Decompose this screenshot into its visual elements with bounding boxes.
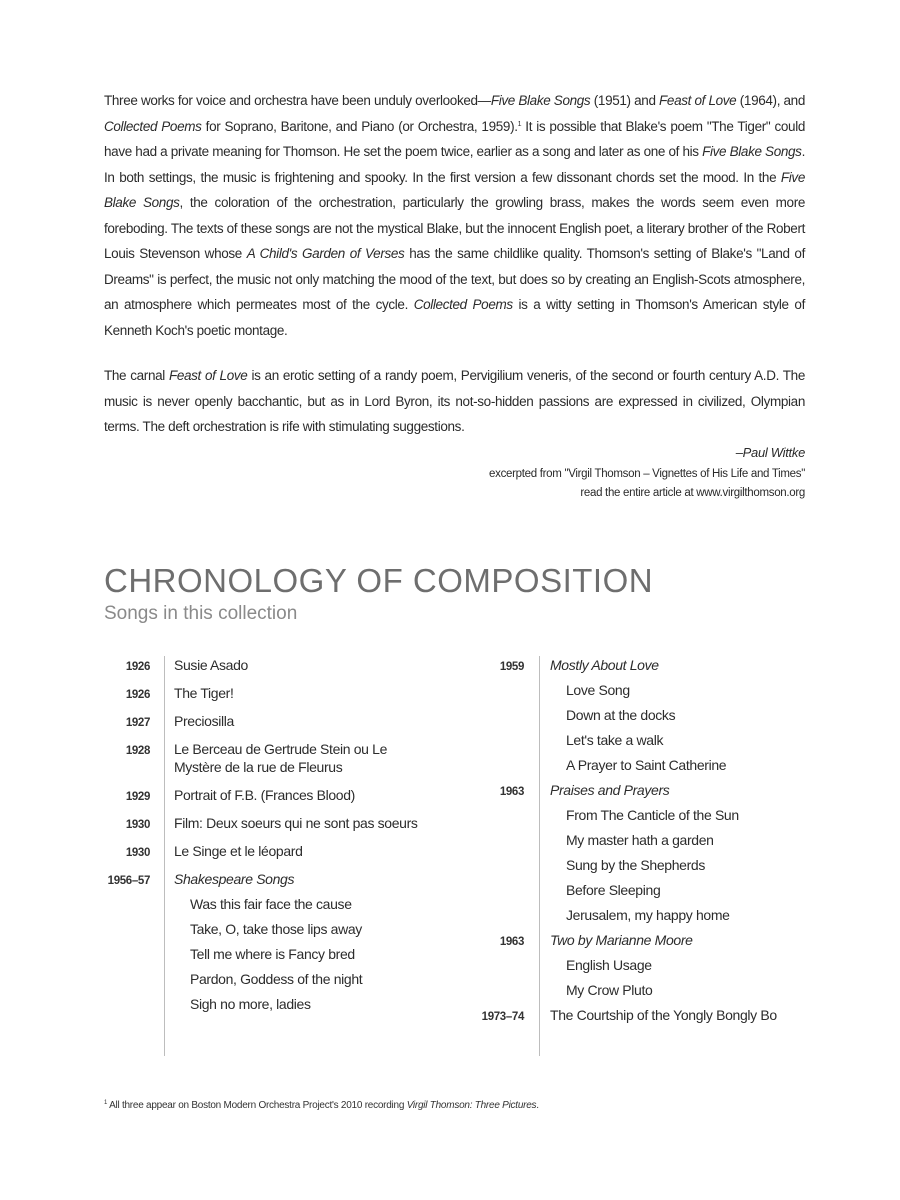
entry-title: Pardon, Goddess of the night (190, 971, 363, 987)
footnote-recording-title: Virgil Thomson: Three Pictures (406, 1100, 537, 1111)
entry-title: Love Song (566, 682, 630, 698)
source-line: excerpted from "Virgil Thomson – Vignettes of His Life and Times" (489, 467, 805, 480)
chronology-entry (96, 945, 355, 963)
entry-year (470, 806, 524, 808)
chronology-entry (96, 656, 248, 676)
chronology-entry (470, 781, 669, 801)
chronology-entry (470, 906, 730, 924)
chronology-entry (96, 786, 355, 806)
chronology-entry (470, 1006, 777, 1026)
entry-year (470, 981, 524, 983)
entry-year: 1956–57 (107, 875, 150, 887)
chronology-entry (96, 740, 387, 776)
italic-title: Five Blake Songs (490, 93, 591, 108)
entry-title: Preciosilla (174, 713, 234, 729)
entry-year (96, 945, 150, 947)
chronology-entry (470, 856, 705, 874)
footnote (104, 1100, 539, 1111)
text-run: It is possible that Blake's poem "The Tiger" could have had a private meaning for Thomson. He set the poem twice, earlier as a song and later as one of his (104, 118, 805, 159)
entry-year (470, 681, 524, 683)
chronology-entry (96, 920, 362, 938)
entry-title: My master hath a garden (566, 832, 714, 848)
chronology-entry (470, 956, 652, 974)
entry-title: A Prayer to Saint Catherine (566, 757, 727, 773)
chronology-entry (96, 870, 294, 890)
entry-year: 1929 (125, 791, 150, 803)
entry-year (470, 906, 524, 908)
entry-title: Susie Asado (174, 657, 248, 673)
essay-paragraph (104, 363, 805, 440)
source-url-line: read the entire article at www.virgilthomson.org (580, 486, 805, 499)
italic-title: Feast of Love (168, 368, 248, 383)
chronology-entry (470, 931, 693, 951)
entry-title: Le Singe et le léopard (174, 843, 303, 859)
entry-year (470, 881, 524, 883)
italic-title: Five Blake Songs (702, 144, 802, 159)
footnote-end: . (536, 1100, 539, 1111)
entry-title: My Crow Pluto (566, 982, 653, 998)
entry-title: English Usage (566, 957, 652, 973)
chronology-entry (96, 995, 311, 1013)
chronology-entry (470, 731, 663, 749)
entry-title: Praises and Prayers (550, 782, 670, 798)
entry-title: Sung by the Shepherds (566, 857, 705, 873)
text-run: The carnal (104, 368, 169, 383)
entry-title: Jerusalem, my happy home (566, 907, 730, 923)
entry-year (470, 956, 524, 958)
text-run: is a witty setting in Thomson's American style of Kenneth Koch's poetic montage. (104, 297, 805, 338)
italic-title: A Child's Garden of Verses (246, 246, 405, 261)
entry-year (96, 995, 150, 997)
chronology-entry (470, 981, 652, 999)
entry-year (470, 831, 524, 833)
entry-title: Was this fair face the cause (190, 896, 352, 912)
chronology-entry (470, 656, 659, 676)
entry-title: Film: Deux soeurs qui ne sont pas soeurs (174, 815, 418, 831)
chronology-entry (96, 842, 303, 862)
chronology-subtitle: Songs in this collection (104, 603, 298, 624)
text-run: . In both settings, the music is frightening and spooky. In the first version a few dissonant chords set the mood. In the (104, 144, 805, 185)
author-name: –Paul Wittke (735, 444, 805, 460)
entry-year (470, 731, 524, 733)
entry-title: Le Berceau de Gertrude Stein ou Le Mystère de la rue de Fleurus (174, 741, 388, 775)
text-run: Three works for voice and orchestra have been unduly overlooked— (104, 93, 491, 108)
text-run: for Soprano, Baritone, and Piano (or Orchestra, 1959). (201, 118, 518, 134)
chronology-entry (470, 806, 739, 824)
chronology-entry (96, 970, 362, 988)
chronology-entry (470, 756, 726, 774)
text-run: (1951) and (590, 93, 660, 108)
entry-year: 1926 (125, 689, 150, 701)
chronology-title: CHRONOLOGY OF COMPOSITION (104, 562, 654, 599)
entry-year (470, 756, 524, 758)
chronology-entry (470, 681, 630, 699)
entry-year: 1930 (125, 847, 150, 859)
entry-year (96, 920, 150, 922)
entry-title: The Courtship of the Yongly Bongly Bo (550, 1007, 777, 1023)
footnote-mark: 1 (104, 1100, 108, 1106)
entry-year: 1963 (499, 786, 524, 798)
entry-title: Tell me where is Fancy bred (190, 946, 355, 962)
chronology-entry (96, 814, 418, 834)
italic-title: Collected Poems (413, 297, 513, 312)
entry-title: Shakespeare Songs (174, 871, 295, 887)
entry-title: Down at the docks (566, 707, 676, 723)
chronology-entry (96, 684, 234, 704)
entry-title: The Tiger! (174, 685, 234, 701)
entry-year: 1927 (125, 717, 150, 729)
italic-title: Five Blake Songs (104, 169, 805, 210)
entry-title: Let's take a walk (566, 732, 664, 748)
entry-year: 1926 (125, 661, 150, 673)
chronology-entry (470, 881, 660, 899)
entry-year (470, 706, 524, 708)
entry-year: 1930 (125, 819, 150, 831)
italic-title: Collected Poems (104, 118, 202, 134)
entry-year: 1963 (499, 936, 524, 948)
entry-year: 1959 (499, 661, 524, 673)
entry-title: Sigh no more, ladies (190, 996, 311, 1012)
chronology-entry (470, 831, 714, 849)
entry-title: Portrait of F.B. (Frances Blood) (174, 787, 355, 803)
entry-year (470, 856, 524, 858)
entry-title: From The Canticle of the Sun (566, 807, 739, 823)
chronology-entry (96, 895, 352, 913)
essay-section (104, 88, 805, 503)
entry-year: 1928 (125, 745, 150, 757)
footnote-text: All three appear on Boston Modern Orchestra Project's 2010 recording (107, 1100, 407, 1111)
footnote-ref: 1 (517, 120, 522, 128)
text-run: has the same childlike quality. Thomson's setting of Blake's "Land of Dreams" is perfect, the music not only matching the mood of the text, but does so by creating an English-Scots atmosphere, an atmosphere which permeates most of the cycle. (104, 246, 805, 312)
text-run: is an erotic setting of a randy poem, Pervigilium veneris, of the second or fourth century A.D. The music is never openly bacchantic, but as in Lord Byron, its not-so-hidden passions are expressed in civilized, Olympian terms. The deft orchestration is rife with stimulating suggestions. (104, 368, 805, 434)
entry-year (96, 895, 150, 897)
entry-year: 1973–74 (481, 1011, 524, 1023)
text-run: (1964), and (736, 93, 805, 108)
attribution (104, 440, 805, 503)
chronology-entry (96, 712, 234, 732)
italic-title: Feast of Love (659, 93, 737, 108)
text-run: , the coloration of the orchestration, particularly the growling brass, makes the words seem even more foreboding. The texts of these songs are not the mystical Blake, but the innocent English poet, a literary brother of the Robert Louis Stevenson whose (104, 195, 806, 261)
essay-paragraph (104, 88, 805, 343)
entry-title: Take, O, take those lips away (190, 921, 362, 937)
chronology-entry (470, 706, 675, 724)
essay-body (104, 88, 805, 440)
entry-title: Before Sleeping (566, 882, 661, 898)
entry-title: Two by Marianne Moore (550, 932, 693, 948)
entry-title: Mostly About Love (550, 657, 659, 673)
entry-year (96, 970, 150, 972)
